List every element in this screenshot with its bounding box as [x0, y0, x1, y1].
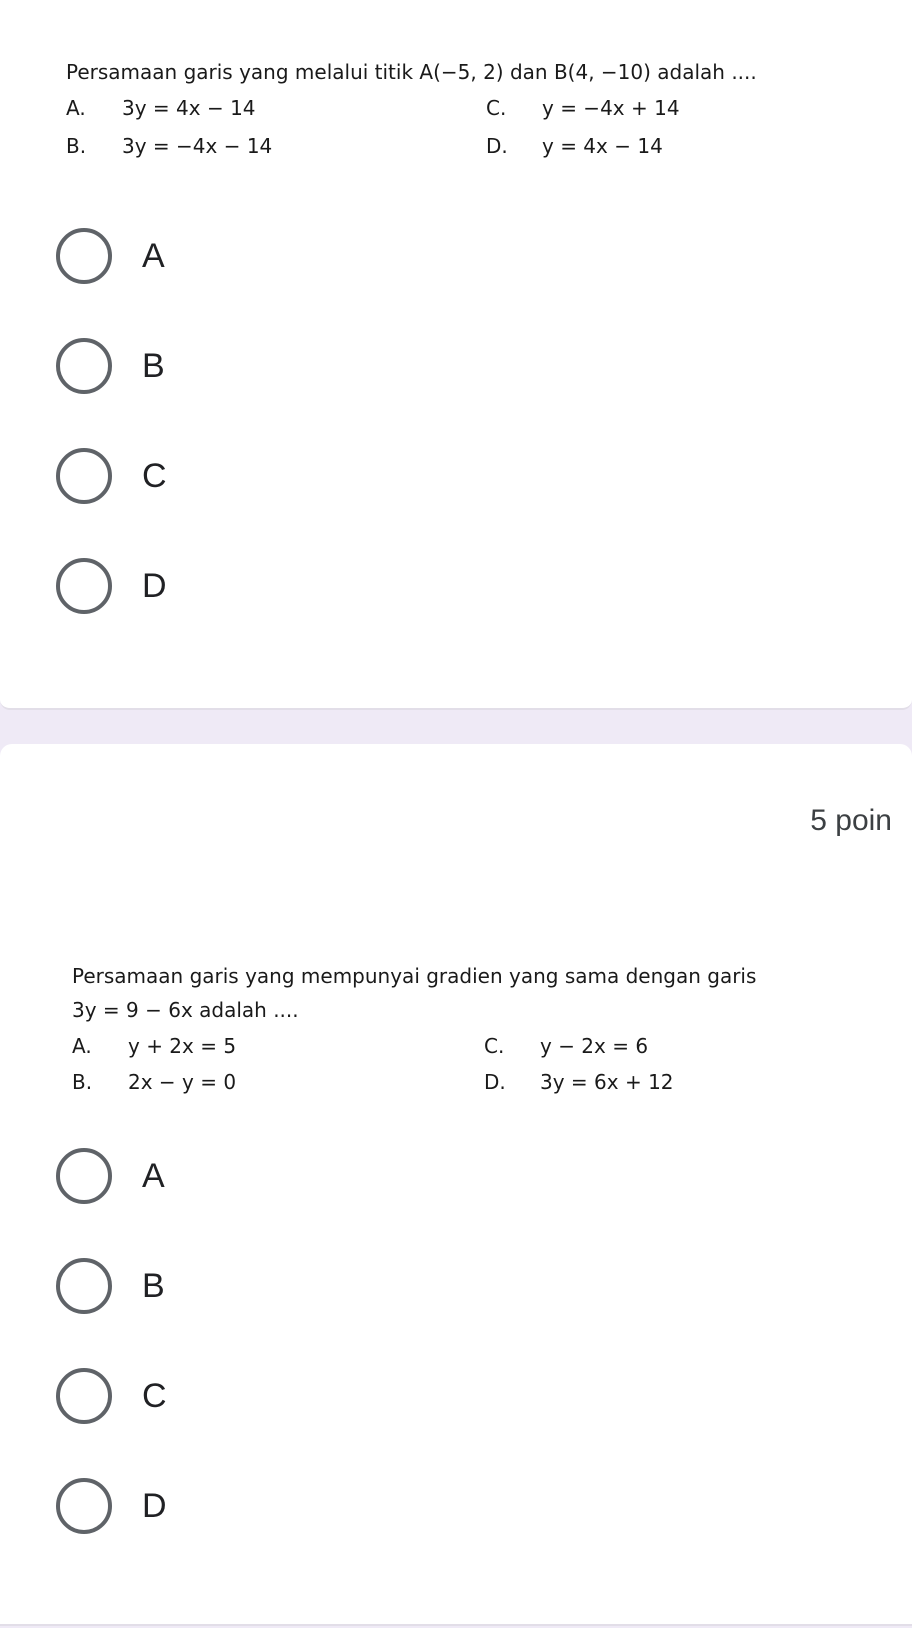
option-letter: B. [66, 134, 87, 158]
radio-label: D [142, 1486, 167, 1525]
radio-option-d[interactable] [56, 1478, 556, 1534]
radio-option-a[interactable] [56, 228, 556, 284]
radio-option-c[interactable] [56, 448, 556, 504]
option-text: 3y = −4x − 14 [122, 134, 273, 158]
radio-button[interactable] [56, 228, 112, 284]
radio-button[interactable] [56, 558, 112, 614]
option-letter: D. [486, 134, 508, 158]
radio-button[interactable] [56, 448, 112, 504]
option-text: y = 4x − 14 [542, 134, 663, 158]
radio-option-b[interactable] [56, 338, 556, 394]
radio-option-c[interactable] [56, 1368, 556, 1424]
question-card-1 [0, 0, 912, 710]
radio-label: B [142, 346, 165, 385]
radio-label: C [142, 456, 167, 495]
option-letter: C. [484, 1034, 505, 1058]
question-2-stem-line-1: Persamaan garis yang mempunyai gradien yang sama dengan garis [72, 964, 757, 988]
option-letter: C. [486, 96, 507, 120]
radio-label: C [142, 1376, 167, 1415]
radio-button[interactable] [56, 1368, 112, 1424]
radio-label: A [142, 236, 165, 275]
radio-button[interactable] [56, 1478, 112, 1534]
question-1-image [66, 60, 846, 170]
question-1-stem: Persamaan garis yang melalui titik A(−5, 2) dan B(4, −10) adalah .... [66, 60, 757, 84]
option-letter: A. [66, 96, 86, 120]
option-text: 3y = 6x + 12 [540, 1070, 674, 1094]
radio-button[interactable] [56, 338, 112, 394]
radio-option-a[interactable] [56, 1148, 556, 1204]
question-2-option-c [484, 1034, 648, 1058]
radio-option-d[interactable] [56, 558, 556, 614]
option-text: y = −4x + 14 [542, 96, 680, 120]
question-2-option-a [72, 1034, 236, 1058]
radio-label: B [142, 1266, 165, 1305]
option-letter: A. [72, 1034, 92, 1058]
radio-label: A [142, 1156, 165, 1195]
radio-button[interactable] [56, 1258, 112, 1314]
radio-button[interactable] [56, 1148, 112, 1204]
radio-option-b[interactable] [56, 1258, 556, 1314]
question-card-2 [0, 744, 912, 1626]
question-2-option-d [484, 1070, 674, 1094]
question-1-option-a [66, 96, 256, 120]
option-text: y − 2x = 6 [540, 1034, 649, 1058]
question-1-option-d [486, 134, 663, 158]
option-letter: D. [484, 1070, 506, 1094]
points-label: 5 poin [810, 804, 892, 837]
question-2-option-b [72, 1070, 236, 1094]
option-text: 3y = 4x − 14 [122, 96, 256, 120]
option-text: y + 2x = 5 [128, 1034, 237, 1058]
question-1-option-c [486, 96, 680, 120]
option-letter: B. [72, 1070, 93, 1094]
question-2-stem-line-2: 3y = 9 − 6x adalah .... [72, 998, 299, 1022]
question-1-option-b [66, 134, 272, 158]
question-2-image [72, 964, 852, 1104]
option-text: 2x − y = 0 [128, 1070, 237, 1094]
radio-label: D [142, 566, 167, 605]
